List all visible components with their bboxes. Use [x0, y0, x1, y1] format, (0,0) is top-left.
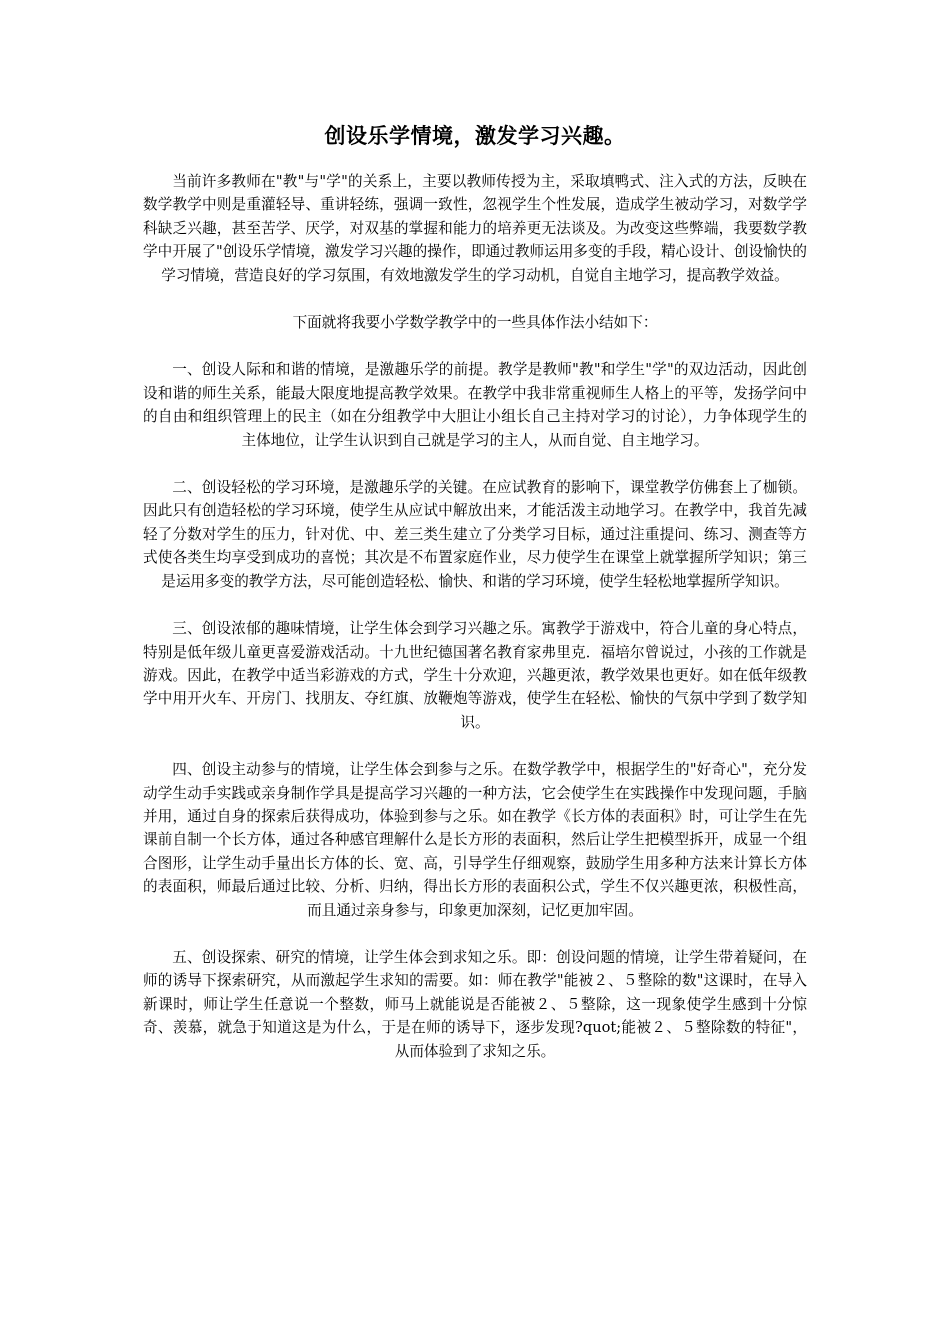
paragraph-point-1: 一、创设人际和和谐的情境，是激趣乐学的前提。教学是教师"教"和学生"学"的双边活动，因此创设和谐的师生关系，能最大限度地提高教学效果。在教学中我非常重视师生人格上的平等，发扬学问中的自由和组织管理上的民主（如在分组教学中大胆让小组长自己主持对学习的讨论），力争体现学生的主体地位，让学生认识到自己就是学习的主人，从而自觉、自主地学习。: [143, 361, 807, 449]
paragraph-point-4: 四、创设主动参与的情境，让学生体会到参与之乐。在数学教学中，根据学生的"好奇心"，充分发动学生动手实践或亲身制作学具是提高学习兴趣的一种方法，它会使学生在实践操作中发现问题，手脑并用，通过自身的探索后获得成功，体验到参与之乐。如在教学《长方体的表面积》时，可让学生在先课前自制一个长方体，通过各种感官理解什么是长方形的表面积，然后让学生把模型拆开，成显一个组合图形，让学生动手量出长方体的长、宽、高，引导学生仔细观察，鼓励学生用多种方法来计算长方体的表面积，师最后通过比较、分析、归纳，得出长方形的表面积公式，学生不仅兴趣更浓，积极性高，而且通过亲身参与，印象更加深刻，记忆更加牢固。: [143, 761, 807, 919]
document-body: [143, 170, 807, 1087]
paragraph-summary-lead: 下面就将我要小学数学教学中的一些具体作法小结如下：: [292, 314, 658, 332]
paragraph-point-3: 三、创设浓郁的趣味情境，让学生体会到学习兴趣之乐。寓教学于游戏中，符合儿童的身心特点，特别是低年级儿童更喜爱游戏活动。十九世纪德国著名教育家弗里克．福培尔曾说过，小孩的工作就是游戏。因此，在教学中适当彩游戏的方式，学生十分欢迎，兴趣更浓，教学效果也更好。如在低年级教学中用开火车、开房门、找朋友、夺红旗、放鞭炮等游戏，使学生在轻松、愉快的气氛中学到了数学知识。: [143, 620, 807, 731]
paragraph-point-5: 五、创设探索、研究的情境，让学生体会到求知之乐。即：创设问题的情境，让学生带着疑问，在师的诱导下探索研究，从而激起学生求知的需要。如：师在教学"能被２、５整除的数"这课时，在导入新课时，师让学生任意说一个整数，师马上就能说是否能被２、５整除，这一现象使学生感到十分惊奇、羡慕，就急于知道这是为什么，于是在师的诱导下，逐步发现?quot;能被２、５整除数的特征"，从而体验到了求知之乐。: [143, 948, 807, 1060]
document-title: 创设乐学情境，激发学习兴趣。: [324, 123, 626, 148]
paragraph-point-2: 二、创设轻松的学习环境，是激趣乐学的关键。在应试教育的影响下，课堂教学仿佛套上了枷锁。因此只有创造轻松的学习环境，使学生从应试中解放出来，才能活泼主动地学习。在教学中，我首先减轻了分数对学生的压力，针对优、中、差三类生建立了分类学习目标，通过注重提问、练习、测查等方式使各类生均享受到成功的喜悦；其次是不布置家庭作业，尽力使学生在课堂上就掌握所学知识；第三是运用多变的教学方法，尽可能创造轻松、愉快、和谐的学习环境，使学生轻松地掌握所学知识。: [143, 479, 807, 590]
paragraph-intro: 当前许多教师在"教"与"学"的关系上，主要以教师传授为主，采取填鸭式、注入式的方法，反映在数学教学中则是重灌轻导、重讲轻练，强调一致性，忽视学生个性发展，造成学生被动学习，对数学学科缺乏兴趣，甚至苦学、厌学，对双基的掌握和能力的培养更无法谈及。为改变这些弊端，我要数学教学中开展了"创设乐学情境，激发学习兴趣的操作，即通过教师运用多变的手段，精心设计、创设愉快的学习情境，营造良好的学习氛围，有效地激发学生的学习动机，自觉自主地学习，提高教学效益。: [143, 173, 807, 284]
